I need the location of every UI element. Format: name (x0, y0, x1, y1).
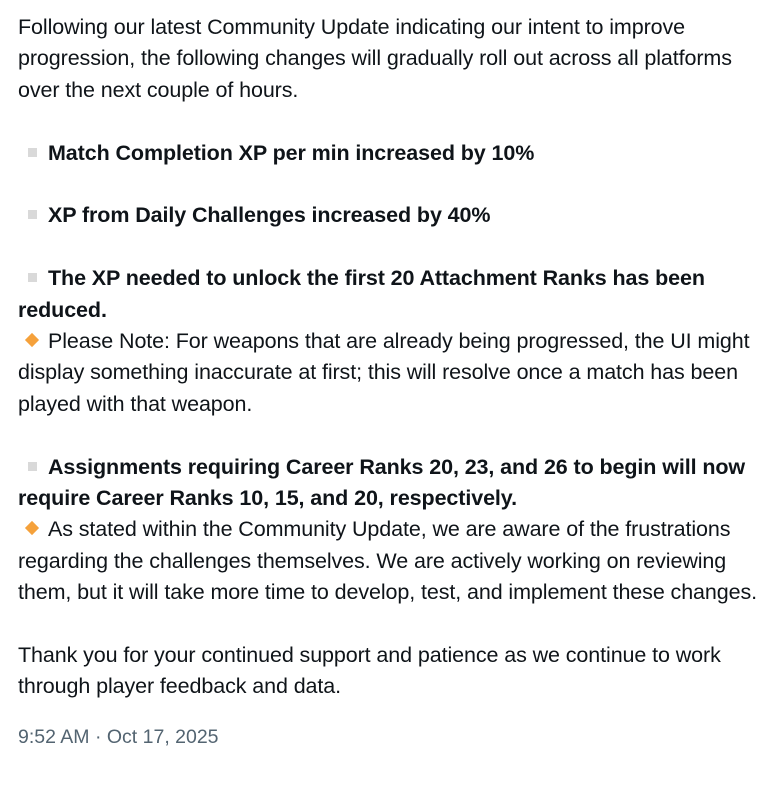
closing-paragraph: Thank you for your continued support and patience as we continue to work through player feedback and data. (18, 643, 721, 699)
item-title: Match Completion XP per min increased by 10% (48, 140, 535, 165)
item-title: Assignments requiring Career Ranks 20, 23, and 26 to begin will now require Career Ranks 10, 15, and 20, respectively. (18, 454, 746, 511)
item-title: XP from Daily Challenges increased by 40% (48, 203, 491, 228)
item-note (18, 514, 760, 608)
list-item (18, 452, 760, 515)
square-bullet-icon (28, 462, 37, 471)
orange-diamond-icon (25, 521, 39, 535)
square-bullet-icon (28, 148, 37, 157)
intro-paragraph: Following our latest Community Update indicating our intent to improve progression, the following changes will gradually roll out across all platforms over the next couple of hours. (18, 15, 732, 102)
timestamp-text[interactable]: 9:52 AM · Oct 17, 2025 (18, 725, 219, 748)
item-title: The XP needed to unlock the first 20 Attachment Ranks has been reduced. (18, 266, 705, 322)
list-item (18, 200, 760, 231)
note-text: As stated within the Community Update, we are aware of the frustrations regarding the challenges themselves. We are actively working on reviewing them, but it will take more time to develop, test, and implement these changes. (18, 517, 758, 605)
tweet-body (18, 12, 760, 703)
square-bullet-icon (28, 273, 37, 282)
orange-diamond-icon (25, 333, 39, 347)
list-item (18, 138, 760, 169)
square-bullet-icon (28, 210, 37, 219)
timestamp[interactable] (18, 726, 760, 749)
item-note (18, 326, 760, 420)
list-item (18, 263, 760, 326)
note-text: Please Note: For weapons that are already being progressed, the UI might display something inaccurate at first; this will resolve once a match has been played with that weapon. (18, 329, 750, 416)
